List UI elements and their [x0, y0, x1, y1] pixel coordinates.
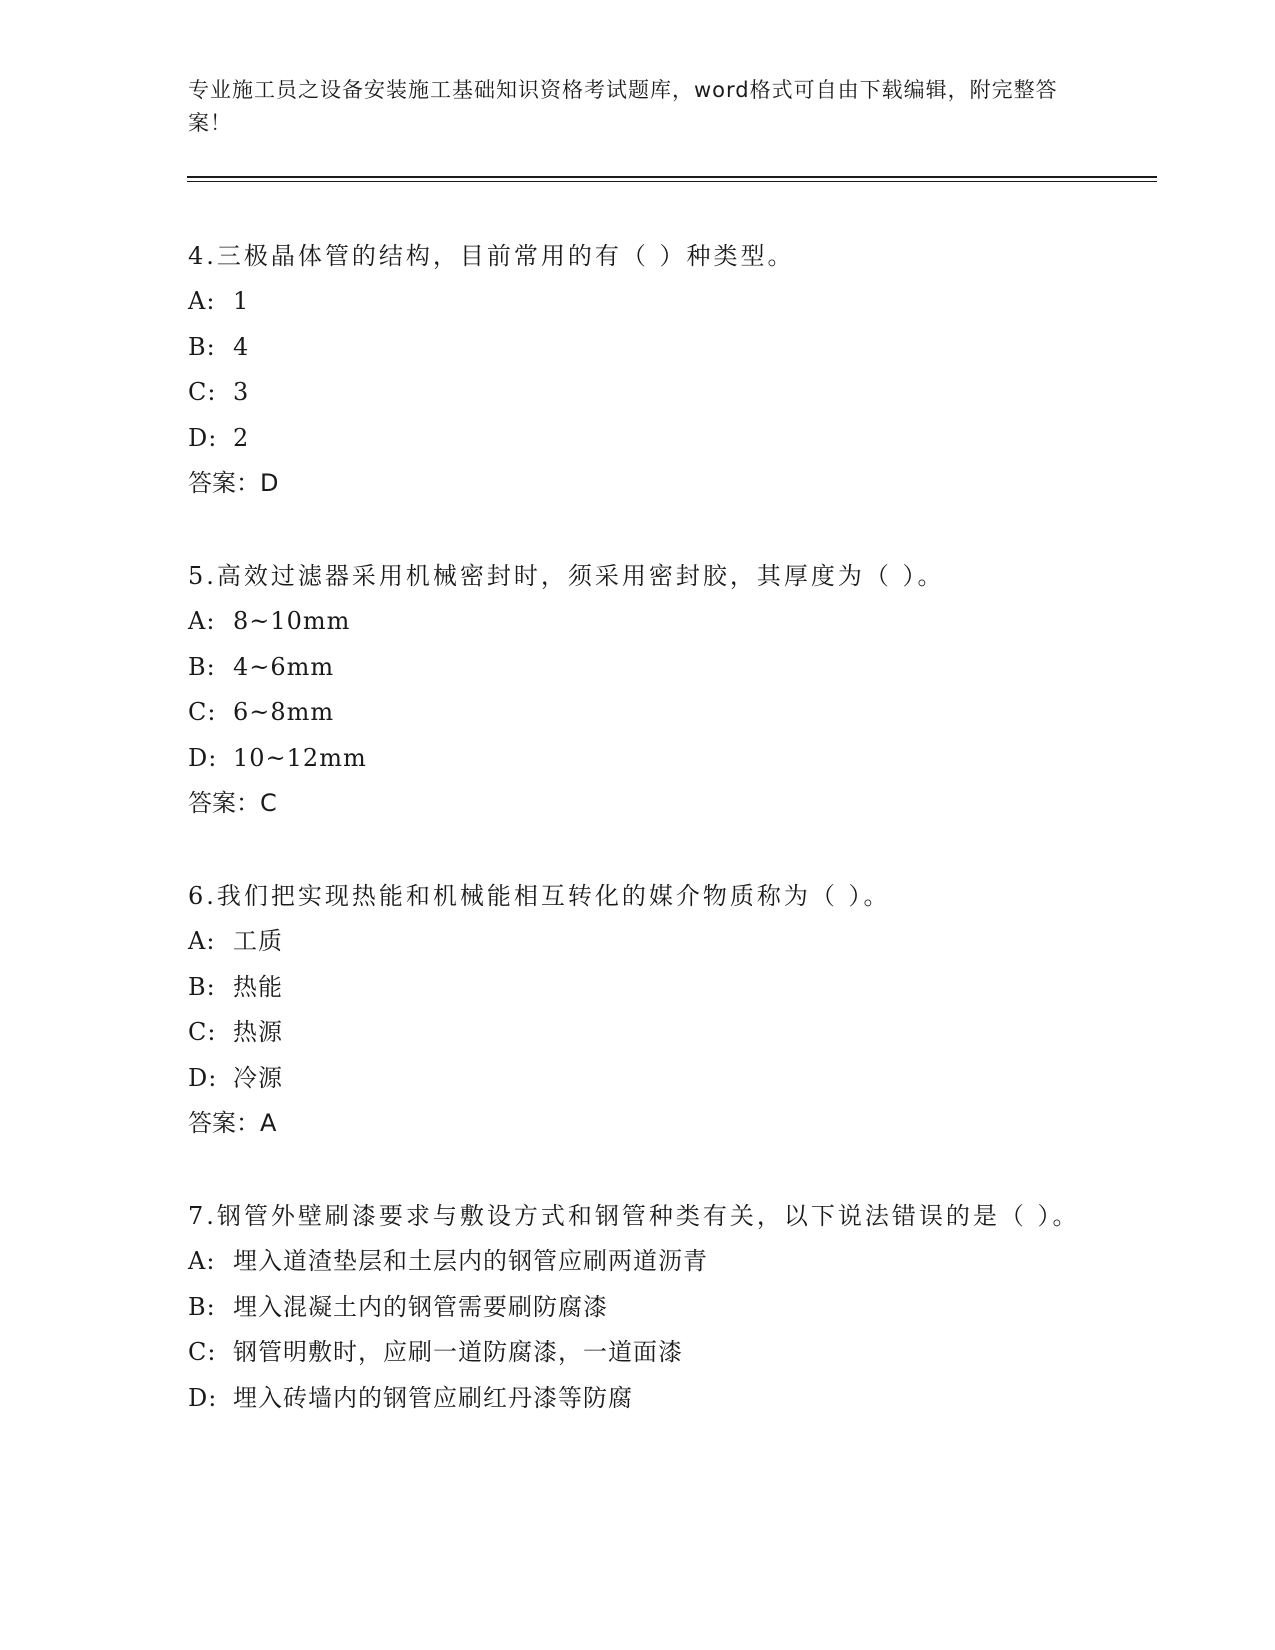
option-d	[188, 736, 1088, 782]
option-letter: D:	[188, 743, 218, 772]
option-letter: D:	[188, 423, 218, 452]
option-b	[188, 645, 1088, 691]
option-letter: B:	[188, 332, 216, 361]
option-b	[188, 325, 1088, 371]
option-c	[188, 1330, 1088, 1376]
header-divider-bottom	[187, 181, 1157, 182]
option-text: 3	[233, 378, 250, 406]
question-4	[188, 234, 1088, 506]
header-divider-top	[187, 176, 1157, 178]
question-title: 6.我们把实现热能和机械能相互转化的媒介物质称为（ ）。	[188, 882, 891, 910]
option-d	[188, 416, 1088, 462]
document-header: 专业施工员之设备安装施工基础知识资格考试题库，word格式可自由下载编辑，附完整答案！	[188, 78, 1058, 135]
option-letter: A:	[188, 287, 216, 315]
option-c	[188, 370, 1088, 416]
option-text: 6~8mm	[233, 698, 335, 726]
option-text: 热源	[233, 1018, 283, 1046]
option-letter: C:	[188, 1338, 217, 1366]
option-letter: B:	[188, 652, 216, 681]
option-text: 2	[233, 423, 250, 452]
option-text: 10~12mm	[233, 743, 367, 772]
option-letter: B:	[188, 1292, 216, 1321]
answer-line: 答案：D	[188, 469, 279, 497]
question-title: 5.高效过滤器采用机械密封时，须采用密封胶，其厚度为（ ）。	[188, 562, 945, 590]
option-c	[188, 690, 1088, 736]
option-d	[188, 1376, 1088, 1422]
option-d	[188, 1056, 1088, 1102]
option-letter: A:	[188, 927, 216, 955]
question-6	[188, 874, 1088, 1146]
answer-line: 答案：C	[188, 789, 277, 817]
option-letter: C:	[188, 378, 217, 406]
option-b	[188, 965, 1088, 1011]
question-7	[188, 1194, 1088, 1421]
option-text: 钢管明敷时，应刷一道防腐漆，一道面漆	[233, 1338, 683, 1366]
option-text: 热能	[233, 972, 283, 1001]
option-text: 1	[233, 287, 250, 315]
question-5	[188, 554, 1088, 826]
option-letter: C:	[188, 1018, 217, 1046]
option-text: 4	[233, 332, 250, 361]
option-b	[188, 1285, 1088, 1331]
option-text: 埋入道渣垫层和土层内的钢管应刷两道沥青	[233, 1247, 708, 1275]
option-text: 埋入砖墙内的钢管应刷红丹漆等防腐	[233, 1383, 633, 1412]
question-title: 4.三极晶体管的结构，目前常用的有（ ）种类型。	[188, 242, 795, 270]
option-text: 埋入混凝土内的钢管需要刷防腐漆	[233, 1292, 608, 1321]
option-letter: D:	[188, 1383, 218, 1412]
option-letter: A:	[188, 607, 216, 635]
option-text: 4~6mm	[233, 652, 335, 681]
option-a	[188, 279, 1088, 325]
option-a	[188, 1239, 1088, 1285]
question-title: 7.钢管外壁刷漆要求与敷设方式和钢管种类有关，以下说法错误的是（ ）。	[188, 1202, 1080, 1230]
option-letter: D:	[188, 1063, 218, 1092]
option-text: 工质	[233, 927, 283, 955]
option-c	[188, 1010, 1088, 1056]
option-a	[188, 919, 1088, 965]
option-a	[188, 599, 1088, 645]
option-text: 8~10mm	[233, 607, 351, 635]
option-text: 冷源	[233, 1063, 283, 1092]
answer-line: 答案：A	[188, 1109, 277, 1137]
option-letter: A:	[188, 1247, 216, 1275]
option-letter: B:	[188, 972, 216, 1001]
option-letter: C:	[188, 698, 217, 726]
